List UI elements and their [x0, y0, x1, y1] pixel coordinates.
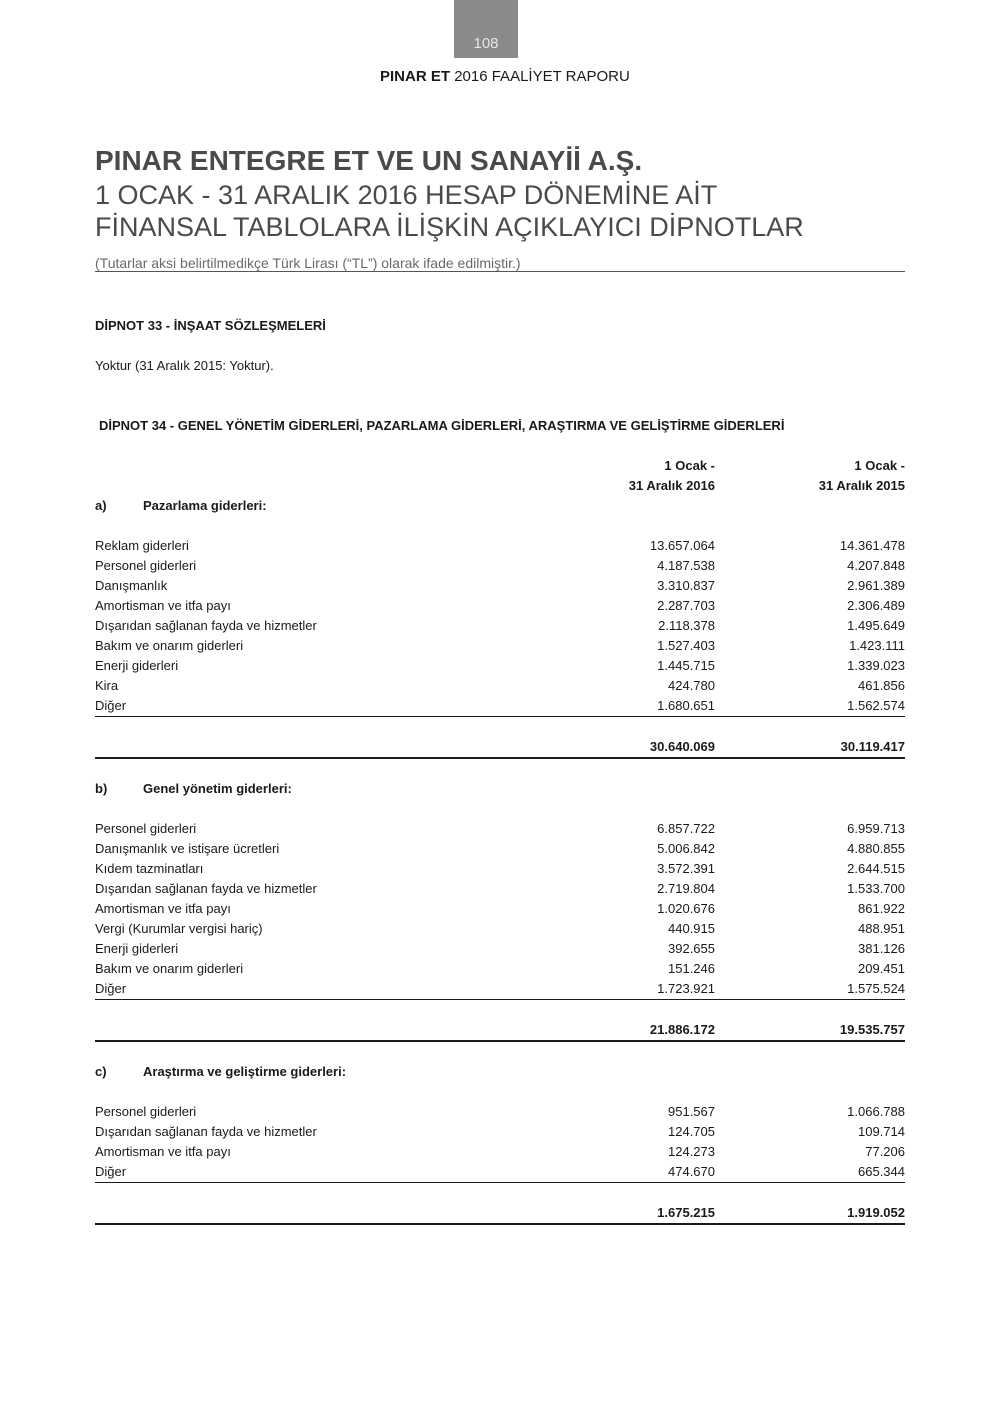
col-2015-line1: 1 Ocak -: [854, 458, 905, 473]
value-2016: 1.680.651: [585, 696, 715, 717]
row-label: Kira: [95, 678, 119, 693]
row-label: Danışmanlık: [95, 578, 168, 593]
period-title: 1 OCAK - 31 ARALIK 2016 HESAP DÖNEMİNE AİT: [95, 180, 718, 210]
value-2015: 1.575.524: [715, 979, 905, 1000]
section-title-row: [95, 779, 905, 799]
report-name: 2016 FAALİYET RAPORU: [454, 68, 630, 85]
value-2015: 2.961.389: [847, 578, 905, 593]
total-2016: 21.886.172: [585, 1020, 715, 1041]
row-label: Diğer: [95, 1162, 585, 1183]
table-row: [95, 616, 905, 636]
row-label: Amortisman ve itfa payı: [95, 598, 231, 613]
row-label: Diğer: [95, 696, 585, 717]
total-2015: 30.119.417: [715, 737, 905, 758]
table-row: [95, 596, 905, 616]
header-divider: [95, 271, 905, 272]
table-row: [95, 656, 905, 676]
value-2016: 6.857.722: [657, 821, 715, 836]
spacer-row: [95, 758, 905, 779]
spacer-row: [95, 1000, 905, 1021]
value-2016: 2.719.804: [657, 881, 715, 896]
value-2016: 392.655: [668, 941, 715, 956]
row-label: Personel giderleri: [95, 821, 197, 836]
value-2016: 951.567: [668, 1104, 715, 1119]
value-2016: 1.020.676: [657, 901, 715, 916]
table-row: [95, 859, 905, 879]
row-label: Bakım ve onarım giderleri: [95, 961, 244, 976]
table-row: [95, 1162, 905, 1183]
total-2016: 30.640.069: [585, 737, 715, 758]
section-title: Araştırma ve geliştirme giderleri:: [143, 1064, 347, 1079]
total-2015: 1.919.052: [715, 1203, 905, 1224]
value-2016: 2.287.703: [657, 598, 715, 613]
value-2015: 77.206: [865, 1144, 905, 1159]
report-title: [380, 68, 630, 85]
value-2016: 2.118.378: [658, 618, 715, 633]
table-row: [95, 676, 905, 696]
page-number: 108: [473, 35, 499, 52]
row-label: Personel giderleri: [95, 1104, 197, 1119]
spacer-row: [95, 717, 905, 738]
table-row: [95, 919, 905, 939]
value-2016: 124.273: [668, 1144, 715, 1159]
value-2015: 4.207.848: [847, 558, 905, 573]
value-2016: 3.310.837: [657, 578, 715, 593]
row-label: Diğer: [95, 979, 585, 1000]
table-row: [95, 1142, 905, 1162]
value-2015: 665.344: [715, 1162, 905, 1183]
value-2016: 1.527.403: [657, 638, 715, 653]
value-2015: 1.495.649: [847, 618, 905, 633]
table-row: [95, 959, 905, 979]
row-label: Dışarıdan sağlanan fayda ve hizmetler: [95, 881, 317, 896]
spacer-row: [95, 799, 905, 819]
section-letter: b): [95, 781, 108, 796]
section-title-row: [95, 1062, 905, 1082]
value-2016: 3.572.391: [657, 861, 715, 876]
value-2016: 151.246: [668, 961, 715, 976]
value-2015: 1.423.111: [849, 638, 905, 653]
value-2015: 109.714: [858, 1124, 905, 1139]
value-2015: 461.856: [858, 678, 905, 693]
table-row: [95, 1122, 905, 1142]
row-label: Personel giderleri: [95, 558, 197, 573]
expenses-table-body: [95, 456, 905, 1224]
note34-heading: DİPNOT 34 - GENEL YÖNETİM GİDERLERİ, PAZARLAMA GİDERLERİ, ARAŞTIRMA VE GELİŞTİRME GİDERLERİ: [99, 418, 785, 433]
row-label: Danışmanlık ve istişare ücretleri: [95, 841, 280, 856]
spacer-row: [95, 1041, 905, 1062]
value-2016: 440.915: [668, 921, 715, 936]
row-label: Dışarıdan sağlanan fayda ve hizmetler: [95, 1124, 317, 1139]
note33-heading: DİPNOT 33 - İNŞAAT SÖZLEŞMELERİ: [95, 318, 326, 333]
value-2015: 2.644.515: [847, 861, 905, 876]
table-row: [95, 939, 905, 959]
note33-text: Yoktur (31 Aralık 2015: Yoktur).: [95, 358, 274, 373]
value-2015: 14.361.478: [839, 538, 905, 553]
section-letter: a): [95, 498, 107, 513]
company-name: PINAR ENTEGRE ET VE UN SANAYİİ A.Ş.: [95, 145, 643, 176]
row-label: Amortisman ve itfa payı: [95, 901, 231, 916]
row-label: Vergi (Kurumlar vergisi hariç): [95, 921, 263, 936]
total-2016: 1.675.215: [585, 1203, 715, 1224]
row-label: Reklam giderleri: [95, 538, 189, 553]
value-2015: 1.339.023: [847, 658, 905, 673]
section-title: Pazarlama giderleri:: [143, 498, 267, 513]
report-brand: PINAR ET: [380, 68, 451, 85]
notes-title: FİNANSAL TABLOLARA İLİŞKİN AÇIKLAYICI DİPNOTLAR: [95, 212, 804, 242]
table-row: [95, 636, 905, 656]
table-row: [95, 536, 905, 556]
row-label: Enerji giderleri: [95, 941, 179, 956]
total-row: [95, 1203, 905, 1224]
table-row: [95, 1102, 905, 1122]
currency-note: (Tutarlar aksi belirtilmedikçe Türk Lirası (“TL”) olarak ifade edilmiştir.): [95, 255, 521, 271]
section-title-row: [95, 496, 905, 516]
value-2015: 6.959.713: [847, 821, 905, 836]
row-label: Amortisman ve itfa payı: [95, 1144, 231, 1159]
table-row: [95, 839, 905, 859]
spacer-row: [95, 1082, 905, 1102]
value-2016: 4.187.538: [657, 558, 715, 573]
table-row: [95, 576, 905, 596]
section-letter: c): [95, 1064, 107, 1079]
value-2016: 424.780: [668, 678, 715, 693]
row-label: Kıdem tazminatları: [95, 861, 204, 876]
table-row: [95, 556, 905, 576]
row-label: Bakım ve onarım giderleri: [95, 638, 244, 653]
value-2016: 1.445.715: [657, 658, 715, 673]
value-2015: 861.922: [858, 901, 905, 916]
row-label: Enerji giderleri: [95, 658, 179, 673]
column-header-row-2: [95, 476, 905, 496]
table-row: [95, 979, 905, 1000]
expenses-table: [95, 456, 905, 1225]
value-2016: 124.705: [668, 1124, 715, 1139]
spacer-row: [95, 1183, 905, 1204]
column-header-row-1: [95, 456, 905, 476]
row-label: Dışarıdan sağlanan fayda ve hizmetler: [95, 618, 317, 633]
table-row: [95, 879, 905, 899]
value-2015: 2.306.489: [847, 598, 905, 613]
value-2015: 488.951: [858, 921, 905, 936]
table-row: [95, 819, 905, 839]
value-2016: 13.657.064: [649, 538, 715, 553]
value-2015: 4.880.855: [847, 841, 905, 856]
table-row: [95, 696, 905, 717]
value-2016: 474.670: [585, 1162, 715, 1183]
table-row: [95, 899, 905, 919]
spacer-row: [95, 516, 905, 536]
value-2015: 209.451: [858, 961, 905, 976]
total-row: [95, 737, 905, 758]
value-2016: 1.723.921: [585, 979, 715, 1000]
value-2015: 1.562.574: [715, 696, 905, 717]
value-2015: 1.066.788: [847, 1104, 905, 1119]
col-2016-line2: 31 Aralık 2016: [628, 478, 715, 493]
total-2015: 19.535.757: [715, 1020, 905, 1041]
page-number-tab: [454, 0, 518, 58]
total-row: [95, 1020, 905, 1041]
value-2015: 1.533.700: [847, 881, 905, 896]
value-2015: 381.126: [858, 941, 905, 956]
section-title: Genel yönetim giderleri:: [143, 781, 292, 796]
col-2015-line2: 31 Aralık 2015: [818, 478, 905, 493]
col-2016-line1: 1 Ocak -: [664, 458, 715, 473]
value-2016: 5.006.842: [657, 841, 715, 856]
